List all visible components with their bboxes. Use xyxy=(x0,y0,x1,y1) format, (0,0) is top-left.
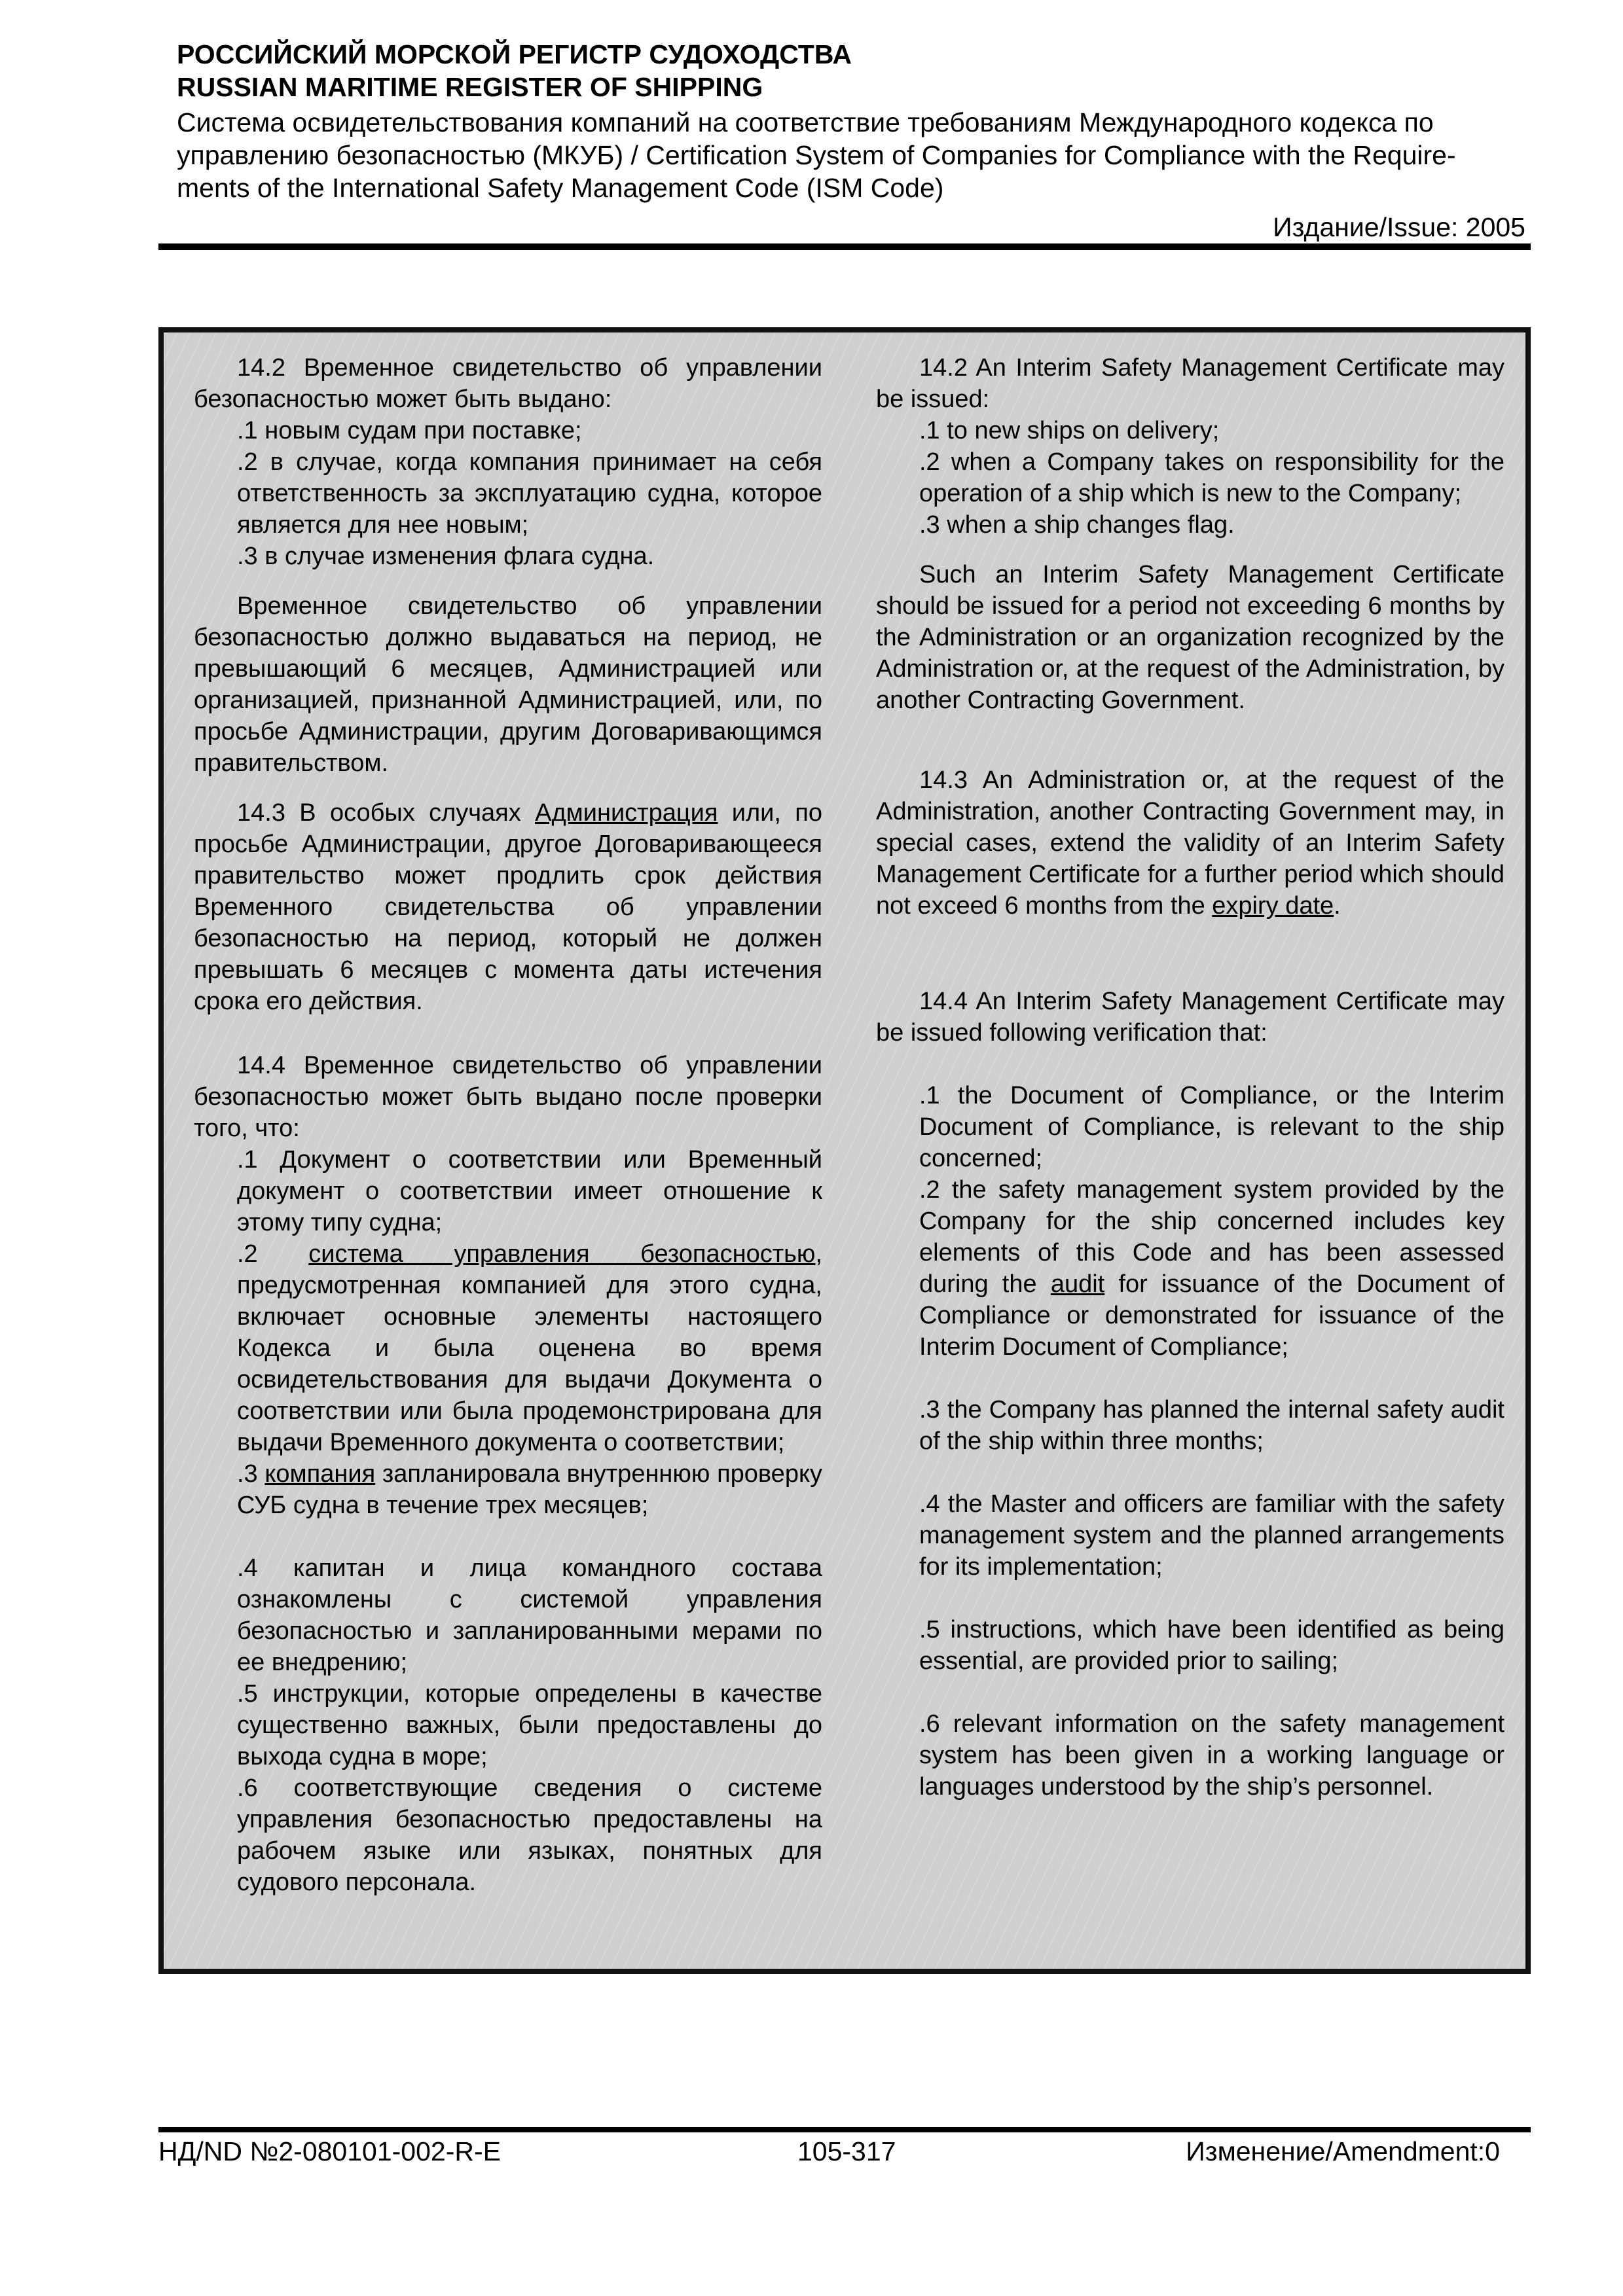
text-run: , предусмотренная компанией для этого судна, включает основные элементы настоящего Кодекса и была оценена во время освидетельствования для выдачи Документа о соответствии или была продемонстрирована для выдачи Временного документа о соответствии; xyxy=(237,1240,822,1456)
text-run: 14.3 An Administration or, at the request of the Administration, another Contracting Government may, in special cases, extend the validity of an Interim Safety Management Certificate for a further period which should not exceed 6 months from the xyxy=(876,766,1504,920)
section-14-3-ru xyxy=(194,797,822,1017)
text-run: запланировала внутреннюю проверку СУБ судна в течение трех месяцев; xyxy=(237,1460,822,1519)
section-14-4-ru xyxy=(194,1050,822,1898)
term-link-administration[interactable]: Администрация xyxy=(535,799,718,827)
list-item: .3 when a ship changes flag. xyxy=(919,511,1235,539)
text-run: for issuance of the Document of Compliance or demonstrated for issuance of the Interim Document of Compliance; xyxy=(919,1270,1504,1361)
term-link-audit[interactable]: audit xyxy=(1050,1270,1105,1298)
text-run: .3 xyxy=(237,1460,265,1488)
footer-divider xyxy=(158,2127,1531,2132)
list-item: .5 инструкции, которые определены в качестве существенно важных, были предоставлены до выхода судна в море; xyxy=(237,1680,822,1770)
list-item: .6 relevant information on the safety management system has been given in a working language or languages understood by the ship’s personnel. xyxy=(919,1710,1504,1801)
text-run: .2 the safety management system provided by the Company for the ship concerned includes key elements of this Code and has been assessed during the xyxy=(919,1176,1504,1298)
list-item: .1 новым судам при поставке; xyxy=(237,417,582,444)
term-link-company[interactable]: компания xyxy=(264,1460,376,1488)
system-title-line-3: ments of the International Safety Management Code (ISM Code) xyxy=(177,173,944,203)
list-item: .6 соответствующие сведения о системе управления безопасностью предоставлены на рабочем языке или языках, понятных для судового персонала. xyxy=(237,1774,822,1896)
section-14-4-en xyxy=(876,986,1504,1803)
section-14-3-en xyxy=(876,764,1504,922)
paragraph: Such an Interim Safety Management Certificate should be issued for a period not exceeding 6 months by the Administration or an organization recognized by the Administration or, at the request of the Administration, by another Contracting Government. xyxy=(876,561,1504,714)
list-item xyxy=(919,1174,1504,1363)
column-russian xyxy=(194,352,822,1898)
footer-amendment: Изменение/Amendment:0 xyxy=(1186,2136,1500,2166)
section-14-2-ru xyxy=(194,352,822,572)
list-item: .5 instructions, which have been identified as being essential, are provided prior to sailing; xyxy=(919,1616,1504,1675)
text-run: или, по просьбе Администрации, другое Договаривающееся правительство может продлить срок действия Временного свидетельства об управлении безопасностью на период, который не должен превышать 6 месяцев с момента даты истечения срока его действия. xyxy=(194,799,822,1015)
term-link-sms[interactable]: система управления безопасностью xyxy=(308,1240,816,1268)
text-run: . xyxy=(1334,892,1341,920)
content-box xyxy=(158,327,1531,1974)
org-name-ru: РОССИЙСКИЙ МОРСКОЙ РЕГИСТР СУДОХОДСТВА xyxy=(177,39,852,69)
list-item xyxy=(237,1238,822,1458)
paragraph: 14.4 Временное свидетельство об управлении безопасностью может быть выдано после проверки того, что: xyxy=(194,1052,822,1142)
system-title xyxy=(177,106,1525,204)
issue-label: Издание/Issue: 2005 xyxy=(1273,212,1525,242)
footer-doc-number: НД/ND №2-080101-002-R-E xyxy=(158,2136,501,2166)
list-item: .4 the Master and officers are familiar with the safety management system and the planned arrangements for its implementation; xyxy=(919,1490,1504,1581)
list-item: .2 when a Company takes on responsibility for the operation of a ship which is new to the Company; xyxy=(919,448,1504,507)
list-item: .2 в случае, когда компания принимает на себя ответственность за эксплуатацию судна, которое является для нее новым; xyxy=(237,448,822,539)
text-run: .2 xyxy=(237,1240,309,1268)
paragraph: 14.2 An Interim Safety Management Certificate may be issued: xyxy=(876,354,1504,413)
list-item: .3 в случае изменения флага судна. xyxy=(237,543,655,570)
footer-page-number: 105-317 xyxy=(797,2136,896,2166)
list-item xyxy=(237,1458,822,1521)
text-run: 14.3 В особых случаях xyxy=(237,799,536,827)
page-header xyxy=(177,38,1525,243)
system-title-line-1: Система освидетельствования компаний на соответствие требованиям Международного кодекса по xyxy=(177,107,1434,137)
list-item: .1 the Document of Compliance, or the Interim Document of Compliance, is relevant to the ship concerned; xyxy=(919,1082,1504,1172)
term-link-expiry-date[interactable]: expiry date xyxy=(1212,892,1334,920)
list-item: .1 to new ships on delivery; xyxy=(919,417,1220,444)
org-name-en: RUSSIAN MARITIME REGISTER OF SHIPPING xyxy=(177,72,763,102)
list-item: .4 капитан и лица командного состава ознакомлены с системой управления безопасностью и запланированными мерами по ее внедрению; xyxy=(237,1554,822,1676)
header-divider xyxy=(158,243,1531,250)
list-item: .3 the Company has planned the internal safety audit of the ship within three months; xyxy=(919,1396,1504,1455)
column-english xyxy=(876,352,1504,1803)
paragraph: Временное свидетельство об управлении безопасностью должно выдаваться на период, не превышающий 6 месяцев, Администрацией или организацией, признанной Администрацией, или, по просьбе Администрации, другим Договаривающимся правительством. xyxy=(194,592,822,777)
list-item: .1 Документ о соответствии или Временный документ о соответствии имеет отношение к этому типу судна; xyxy=(237,1146,822,1236)
system-title-line-2: управлению безопасностью (МКУБ) / Certification System of Companies for Compliance with the Require- xyxy=(177,140,1456,170)
paragraph: 14.4 An Interim Safety Management Certificate may be issued following verification that: xyxy=(876,988,1504,1047)
section-14-2-en xyxy=(876,352,1504,541)
paragraph: 14.2 Временное свидетельство об управлении безопасностью может быть выдано: xyxy=(194,354,822,413)
